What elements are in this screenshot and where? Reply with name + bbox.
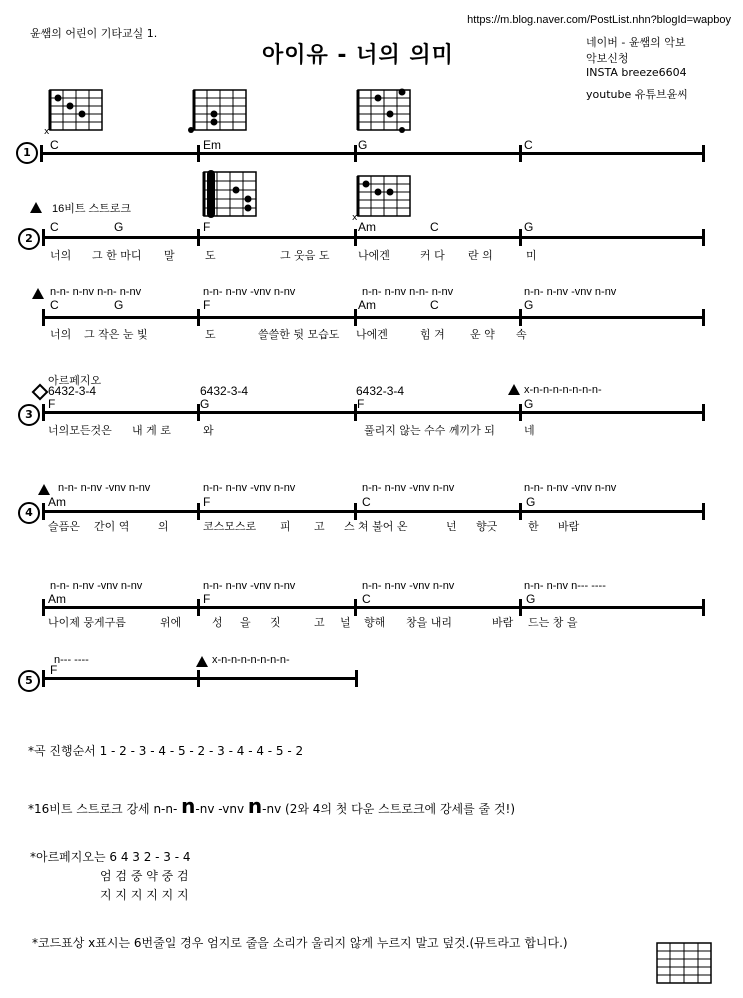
lyric: 도 xyxy=(205,328,216,341)
info-line-1: 네이버 - 윤쌤의 악보 xyxy=(586,36,686,49)
bar-line xyxy=(197,145,200,162)
lyric: 향해 xyxy=(364,616,386,629)
accent-note-part: -nv -vnv xyxy=(195,802,245,816)
lyric: 운 약 xyxy=(470,328,495,341)
lyric: 향긋 xyxy=(476,520,498,533)
lyric: 스 xyxy=(344,520,355,533)
staff-line xyxy=(42,236,704,239)
strum-pattern: n-n- n-nv n-n- n-nv xyxy=(50,286,142,298)
bar-line xyxy=(40,145,43,162)
bar-line xyxy=(519,309,522,326)
bar-line xyxy=(42,229,45,246)
strum-pattern: n-n- n-nv -vnv n-nv xyxy=(524,286,617,298)
lyric: 바람 xyxy=(492,616,514,629)
info-line-4: youtube 유튜브윤씨 xyxy=(586,88,688,101)
chord-label: C xyxy=(50,298,59,312)
lyric: 위에 xyxy=(160,616,182,629)
lyric: 네 xyxy=(524,424,535,437)
staff-line xyxy=(42,677,358,680)
bar-line xyxy=(702,599,705,616)
mute-pattern: x-n-n-n-n-n-n-n- xyxy=(212,654,290,666)
lyric: 창을 내리 xyxy=(406,616,453,629)
chord-label: G xyxy=(200,397,210,411)
lyric: 나에겐 xyxy=(356,328,388,341)
chord-label: C xyxy=(50,138,59,152)
bar-line xyxy=(702,503,705,520)
chord-label: G xyxy=(114,298,124,312)
bar-line xyxy=(197,599,200,616)
bar-line xyxy=(197,309,200,326)
bar-line xyxy=(519,404,522,421)
lyric: 성 xyxy=(212,616,223,629)
bar-line xyxy=(354,309,357,326)
strum-pattern: n-n- n-nv -vnv n-nv xyxy=(203,482,296,494)
accent-note xyxy=(28,794,515,818)
section-number-2: 2 xyxy=(18,228,40,250)
strum-pattern: n-n- n-nv n-n- n-nv xyxy=(362,286,454,298)
lyric: 고 xyxy=(314,616,325,629)
accent-note-part: -nv (2와 4의 첫 다운 스트로크에 강세를 줄 것!) xyxy=(262,802,516,816)
chord-label: Em xyxy=(203,138,221,152)
arpeggio-label: 아르페지오 xyxy=(48,375,102,387)
bar-line xyxy=(702,309,705,326)
stroke-triangle-icon xyxy=(38,484,50,495)
chord-label: F xyxy=(203,298,211,312)
strum-pattern: n--- ---- xyxy=(54,654,89,666)
bar-line xyxy=(702,229,705,246)
section-number-4: 4 xyxy=(18,502,40,524)
lyric: 슬픔은 xyxy=(48,520,80,533)
chord-diagram-g xyxy=(352,88,416,136)
bar-line xyxy=(354,229,357,246)
section-number-1: 1 xyxy=(16,142,38,164)
bar-line xyxy=(519,503,522,520)
bar-line xyxy=(519,145,522,162)
bar-line xyxy=(42,503,45,520)
staff-line xyxy=(40,152,704,155)
stroke-triangle-icon xyxy=(508,384,520,395)
lyric: 쓸쓸한 뒷 모습도 xyxy=(258,328,340,341)
lyric: 너의모든것은 xyxy=(48,424,112,437)
lyric: 넌 xyxy=(446,520,457,533)
bar-line xyxy=(355,670,358,687)
info-line-3: INSTA breeze6604 xyxy=(586,66,687,79)
lyric: 란 의 xyxy=(468,249,493,262)
lyric: 풀리지 않는 수수 께끼가 되 xyxy=(364,424,495,437)
chord-label: G xyxy=(524,397,534,411)
chord-label: G xyxy=(524,298,534,312)
svg-text:x: x xyxy=(44,127,50,136)
lyric: 말 xyxy=(164,249,175,262)
stroke-triangle-icon xyxy=(30,202,42,213)
lyric: 피 xyxy=(280,520,291,533)
lyric: 드는 창 을 xyxy=(528,616,578,629)
strum-pattern: n-n- n-nv -vnv n-nv xyxy=(203,286,296,298)
bar-line xyxy=(354,599,357,616)
lyric: 간이 역 xyxy=(94,520,130,533)
accent-note-part: *16비트 스트로크 강세 n-n- xyxy=(28,802,178,816)
stroke-triangle-icon xyxy=(196,656,208,667)
chord-label: C xyxy=(50,220,59,234)
arpeggio-note: *아르페지오는 6 4 3 2 - 3 - 4 xyxy=(30,850,191,864)
chord-label: F xyxy=(50,663,58,677)
lyric: 힘 겨 xyxy=(420,328,445,341)
lyric: 을 xyxy=(240,616,251,629)
svg-text:x: x xyxy=(352,213,358,222)
blog-series-label: 윤쌤의 어린이 기타교실 1. xyxy=(30,27,158,40)
chord-label: G xyxy=(114,220,124,234)
arpeggio-pattern: 6432-3-4 xyxy=(48,384,97,398)
lyric: 커 다 xyxy=(420,249,445,262)
lyric: 코스모스로 xyxy=(203,520,257,533)
bar-line xyxy=(197,670,200,687)
stroke-triangle-icon xyxy=(32,288,44,299)
lyric: 도 xyxy=(205,249,216,262)
lyric: 짓 xyxy=(270,616,281,629)
chord-label: Am xyxy=(48,495,66,509)
chord-label: G xyxy=(524,220,534,234)
bar-line xyxy=(197,229,200,246)
lyric: 나에겐 xyxy=(358,249,390,262)
lyric: 너의 xyxy=(50,328,72,341)
bar-line xyxy=(42,309,45,326)
strum-label: 16비트 스트로크 xyxy=(52,203,132,215)
chord-label: G xyxy=(526,495,536,509)
staff-line xyxy=(42,606,704,609)
lyric: 미 xyxy=(526,249,537,262)
lyric: 그 한 마디 xyxy=(92,249,142,262)
chord-label: C xyxy=(524,138,533,152)
strum-pattern: n-n- n-nv -vnv n-nv xyxy=(203,580,296,592)
chord-diagram-am xyxy=(352,174,416,222)
chord-label: F xyxy=(203,220,211,234)
bar-line xyxy=(197,503,200,520)
bar-line xyxy=(42,670,45,687)
bar-line xyxy=(702,145,705,162)
arpeggio-finger-suffix: 지 지 지 지 지 지 xyxy=(100,888,189,902)
lyric: 한 xyxy=(528,520,539,533)
chord-label: C xyxy=(430,298,439,312)
lyric: 그 웃음 도 xyxy=(280,249,330,262)
section-number-3: 3 xyxy=(18,404,40,426)
section-number-5: 5 xyxy=(18,670,40,692)
bar-line xyxy=(354,145,357,162)
mute-note: *코드표상 x표시는 6번줄일 경우 엄지로 줄을 소리가 울리지 않게 누르지 말고 덮것.(뮤트라고 합니다.) xyxy=(32,936,568,950)
lyric: 내 게 로 xyxy=(132,424,171,437)
lyric: 와 xyxy=(203,424,214,437)
chord-label: Am xyxy=(48,592,66,606)
strum-pattern: n-n- n-nv -vnv n-nv xyxy=(58,482,151,494)
accent-mark: n xyxy=(181,794,196,818)
chord-label: F xyxy=(357,397,365,411)
staff-line xyxy=(42,316,704,319)
lyric: 그 작은 눈 빛 xyxy=(84,328,148,341)
bar-line xyxy=(519,599,522,616)
strum-pattern: n-n- n-nv -vnv n-nv xyxy=(362,482,455,494)
staff-line xyxy=(42,411,704,414)
chord-label: F xyxy=(203,495,211,509)
bar-line xyxy=(702,404,705,421)
bar-line xyxy=(519,229,522,246)
chord-label: F xyxy=(48,397,56,411)
strum-pattern: n-n- n-nv n--- ---- xyxy=(524,580,606,592)
chord-label: F xyxy=(203,592,211,606)
lyric: 쳐 불어 온 xyxy=(358,520,408,533)
chord-diagram-f xyxy=(198,170,262,220)
strum-pattern: n-n- n-nv -vnv n-nv xyxy=(362,580,455,592)
mute-pattern: x-n-n-n-n-n-n-n- xyxy=(524,384,602,396)
chord-diagram-c xyxy=(44,88,108,136)
blog-url[interactable]: https://m.blog.naver.com/PostList.nhn?blogId=wapboy xyxy=(467,14,731,26)
accent-mark: n xyxy=(247,794,263,818)
chord-diagram-em xyxy=(188,88,252,136)
song-title: 아이유 - 너의 의미 xyxy=(262,43,454,68)
lyric: 속 xyxy=(516,328,527,341)
chord-label: C xyxy=(362,495,371,509)
play-order-note: *곡 진행순서 1 - 2 - 3 - 4 - 5 - 2 - 3 - 4 - 4 - 5 - 2 xyxy=(28,744,304,758)
chord-label: Am xyxy=(358,220,376,234)
chord-label: G xyxy=(526,592,536,606)
arpeggio-diamond-icon xyxy=(32,384,49,401)
strum-pattern: n-n- n-nv -vnv n-nv xyxy=(50,580,143,592)
lyric: 나이제 뭉게구름 xyxy=(48,616,126,629)
info-line-2: 악보신청 xyxy=(586,52,629,65)
blank-chord-grid-icon xyxy=(656,942,712,984)
lyric: 너의 xyxy=(50,249,72,262)
chord-label: Am xyxy=(358,298,376,312)
lyric: 바람 xyxy=(558,520,580,533)
arpeggio-pattern: 6432-3-4 xyxy=(200,384,249,398)
arpeggio-finger-names: 엄 검 중 약 중 검 xyxy=(100,869,189,883)
lyric: 고 xyxy=(314,520,325,533)
bar-line xyxy=(42,404,45,421)
strum-pattern: n-n- n-nv -vnv n-nv xyxy=(524,482,617,494)
staff-line xyxy=(42,510,704,513)
lyric: 널 xyxy=(340,616,351,629)
bar-line xyxy=(42,599,45,616)
arpeggio-pattern: 6432-3-4 xyxy=(356,384,405,398)
lyric: 의 xyxy=(158,520,169,533)
chord-label: C xyxy=(362,592,371,606)
chord-label: C xyxy=(430,220,439,234)
chord-label: G xyxy=(358,138,368,152)
